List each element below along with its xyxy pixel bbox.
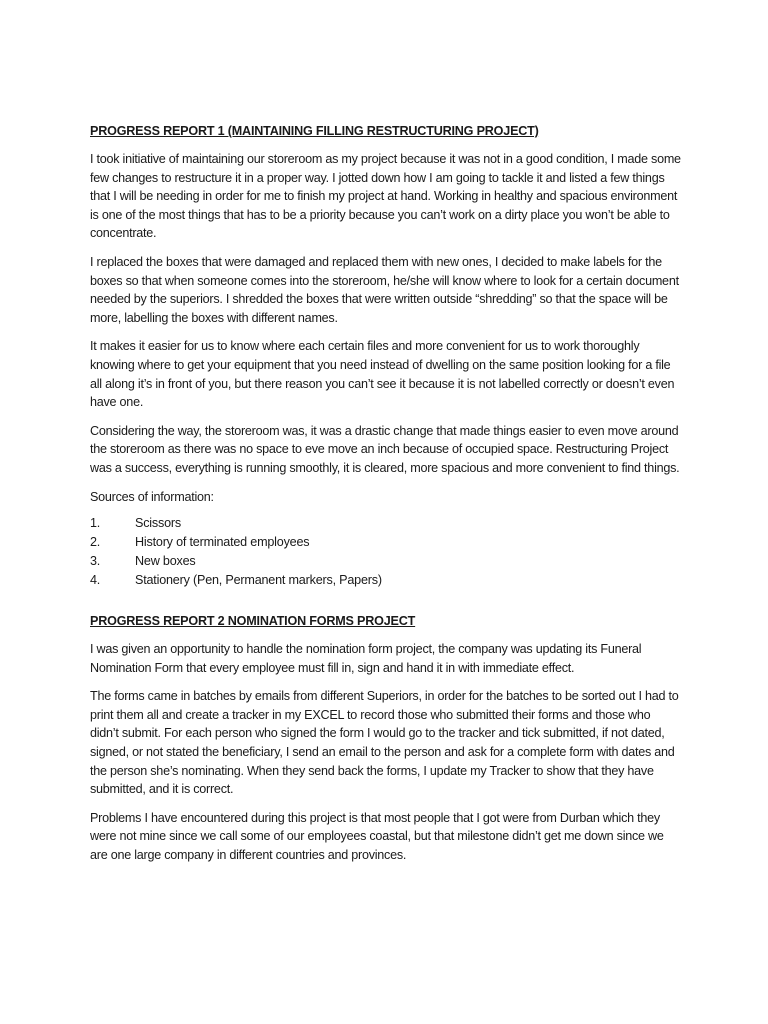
list-item-text: History of terminated employees — [135, 535, 310, 550]
report-2-paragraph-3: Problems I have encountered during this project is that most people that I got were from Durban which they were not mine since we call some of our employees coastal, but that milestone didn’t get me down since we are one large company in different countries and provinces. — [90, 810, 664, 863]
report-1-paragraph-2: I replaced the boxes that were damaged and replaced them with new ones, I decided to make labels for the boxes so that when someone comes into the storeroom, he/she will know where to look for a certain document needed by the superiors. I shredded the boxes that were written outside “shredding” so that the space will be more, labelling the boxes with different names. — [90, 254, 679, 325]
report-1-paragraph-1: I took initiative of maintaining our storeroom as my project because it was not in a good condition, I made some few changes to restructure it in a proper way. I jotted down how I am going to tackle it and listed a few things that I will be needing in order for me to finish my project at hand. Working in healthy and spacious environment is one of the most things that has to be a priority because you can’t work on a dirty place you won’t be able to concentrate. — [90, 152, 681, 241]
list-item — [90, 533, 682, 552]
list-item-number: 2. — [90, 535, 101, 550]
list-item-text: Stationery (Pen, Permanent markers, Papers) — [135, 573, 382, 588]
list-item-text: New boxes — [135, 554, 196, 569]
list-item-number: 1. — [90, 516, 101, 531]
report-2-paragraph-2: The forms came in batches by emails from different Superiors, in order for the batches to be sorted out I had to print them all and create a tracker in my EXCEL to record those who submitted their forms and those who didn’t submit. For each person who signed the form I would go to the tracker and tick submitted, if not dated, signed, or not stated the beneficiary, I send an email to the person and ask for a complete form with dates and the person she’s nominating. When they send back the forms, I update my Tracker to show that they have submitted, and it is correct. — [90, 689, 679, 797]
list-item — [90, 552, 682, 571]
document-page — [90, 122, 682, 875]
list-item-number: 3. — [90, 554, 101, 569]
report-2-heading: PROGRESS REPORT 2 NOMINATION FORMS PROJECT — [90, 614, 416, 629]
section-spacer — [90, 590, 682, 612]
report-1-paragraph-3: It makes it easier for us to know where each certain files and more convenient for us to work thoroughly knowing where to get your equipment that you need instead of dwelling on the same position looking for a file all along it’s in front of you, but there reason you can’t see it because it is not labelled correctly or doesn’t even have one. — [90, 339, 675, 410]
list-item — [90, 514, 682, 533]
list-item-number: 4. — [90, 573, 101, 588]
list-item — [90, 571, 682, 590]
report-1-heading: PROGRESS REPORT 1 (MAINTAINING FILLING RESTRUCTURING PROJECT) — [90, 124, 539, 138]
report-1-paragraph-4: Considering the way, the storeroom was, it was a drastic change that made things easier to even move around the storeroom as there was no space to eve move an inch because of occupied space. Restructuring Project was a success, everything is running smoothly, it is cleared, more spacious and more convenient to find things. — [90, 423, 680, 475]
report-2-paragraph-1: I was given an opportunity to handle the nomination form project, the company was updating its Funeral Nomination Form that every employee must fill in, sign and hand it in with immediate effect. — [90, 642, 642, 675]
list-item-text: Scissors — [135, 516, 181, 531]
sources-label: Sources of information: — [90, 489, 214, 504]
sources-list — [90, 514, 682, 590]
